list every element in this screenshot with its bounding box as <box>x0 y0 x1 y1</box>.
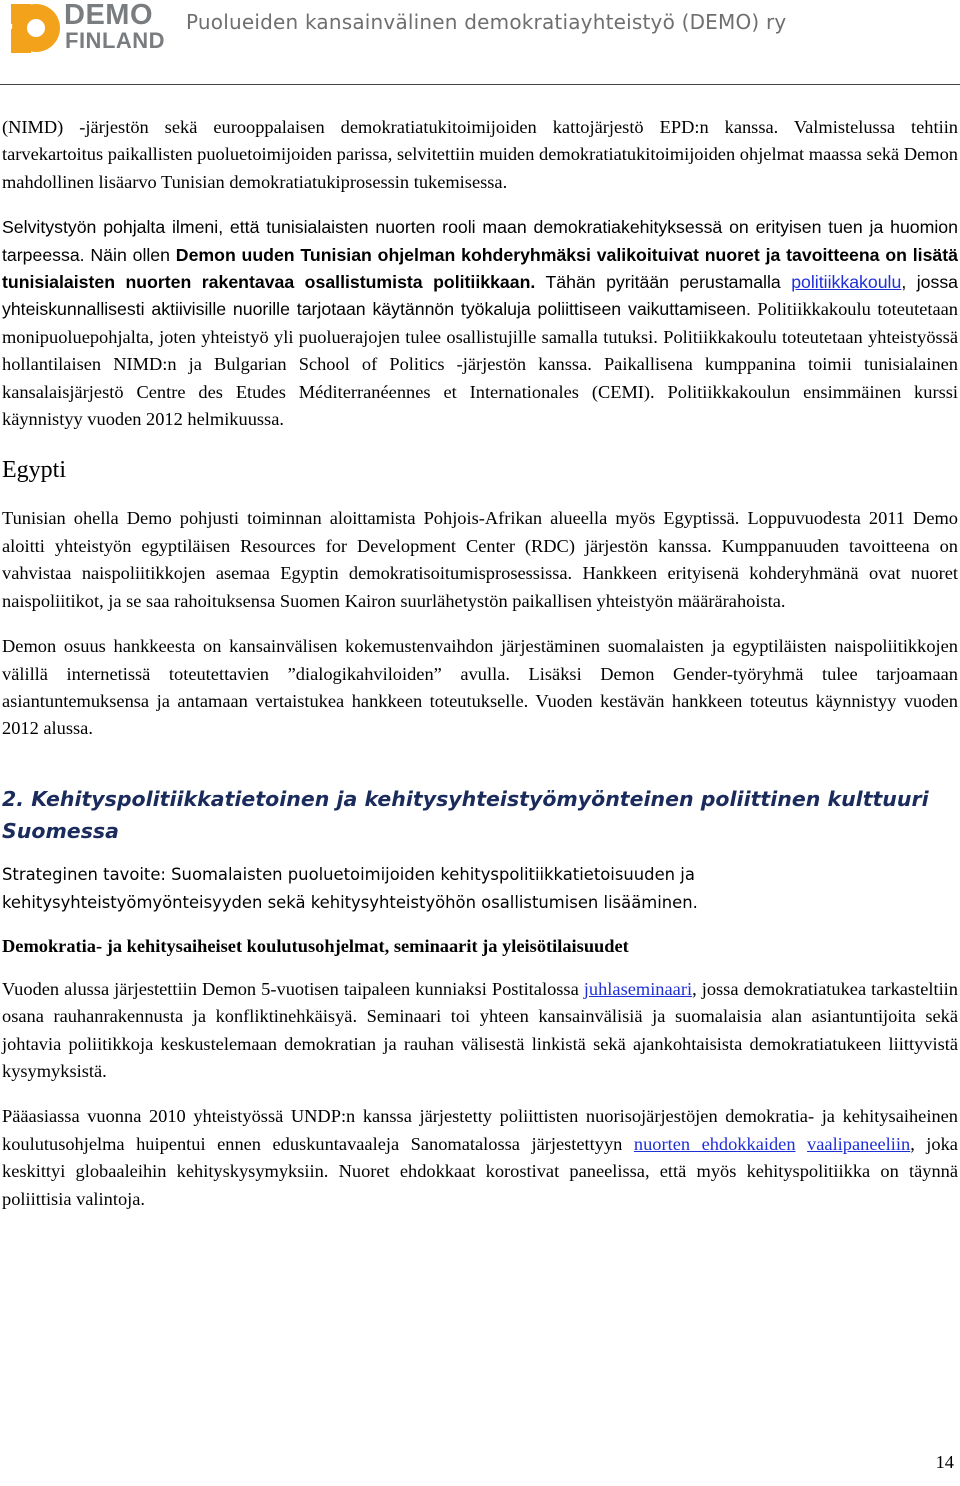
logo-word-finland: FINLAND <box>65 28 166 53</box>
document-body <box>2 114 958 1213</box>
section-heading-2: 2. Kehityspolitiikkatietoinen ja kehitysyhteistyömyönteinen poliittinen kulttuuri Suomessa <box>2 786 929 843</box>
link-politiikkakoulu[interactable]: politiikkakoulu <box>791 272 902 293</box>
paragraph-text: Pääasiassa vuonna 2010 yhteistyössä UNDP:n kanssa järjestetty poliittisten nuorisojärjestöjen demokratia- ja kehitysaiheinen koulutusohjelma huipentui ennen eduskuntavaaleja Sanomatalossa järjestettyyn <box>2 1106 958 1154</box>
page-number: 14 <box>935 1452 954 1472</box>
paragraph-text: Tähän pyritään perustamalla <box>535 272 792 293</box>
paragraph-undp <box>2 1103 958 1213</box>
bold-text: Demon uuden Tunisian ohjelman kohderyhmäksi valikoituivat nuoret ja tavoitteena on lisätä tunisialaisten nuorten rakentavaa osallistumista politiikkaan. <box>2 244 958 293</box>
page-header <box>0 0 960 60</box>
paragraph-text: , jossa demokratiatukea tarkasteltiin osana rauhanrakennusta ja konfliktinehkäisyä. Seminaari toi yhteen kansainvälisiä ja suomalaisia alan asiantuntijoita sekä johtavia poliitikkoja keskustelemaan demokratian ja rauhan välisestä linkistä sekä ajankohtaisista demokratiatukeen liittyvistä kysymyksistä. <box>2 978 958 1081</box>
paragraph-tunisia-program <box>2 214 958 433</box>
paragraph-tunisia-intro: (NIMD) -järjestön sekä eurooppalaisen demokratiatukitoimijoiden kattojärjestö EPD:n kanssa. Valmistelussa tehtiin tarvekartoitus paikallisten puoluetoimijoiden parissa, selvitettiin muiden demokratiatukitoimijoiden ohjelmat maassa sekä Demon mahdollinen lisäarvo Tunisian demokratiatukiprosessin tukemisessa. <box>2 117 958 192</box>
logo-word-demo: DEMO <box>64 0 153 31</box>
paragraph-egypt-2: Demon osuus hankkeesta on kansainvälisen kokemustenvaihdon järjestäminen suomalaisten ja egyptiläisten naispoliitikkojen välillä internetissä toteutettavien ”dialogikahviloiden” avulla. Lisäksi Demon Gender-työryhmä tulee tarjoamaan asiantuntemuksensa ja antamaan vertaistukea hankkeen toteutukselle. Vuoden kestävän hankkeen toteutus käynnistyy vuoden 2012 alussa. <box>2 636 958 739</box>
paragraph-egypt-1: Tunisian ohella Demo pohjusti toiminnan aloittamista Pohjois-Afrikan alueella myös Egyptissä. Loppuvuodesta 2011 Demo aloitti yhteistyön egyptiläisen Resources for Development Center (RDC) järjestön kanssa. Kumppanuuden tavoitteena on vahvistaa naispoliitikkojen asemaa Egyptin demokratisoitumisprosessissa. Hankkeen erityisenä kohderyhmänä ovat nuoret naispoliitikot, ja se saa rahoituksensa Suomen Kairon suurlähetystön paikallisen yhteistyön määrärahoista. <box>2 508 958 611</box>
link-nuorten-ehdokkaiden[interactable]: nuorten ehdokkaiden <box>633 1133 796 1154</box>
paragraph-text: , jossa yhteiskunnallisesti aktiivisille nuorille tarjotaan käytännön työkaluja poliittiseen vaikuttamiseen. <box>2 272 958 320</box>
paragraph-seminar <box>2 976 958 1086</box>
heading-egypt: Egypti <box>2 457 66 484</box>
demo-finland-logo <box>6 0 166 56</box>
strategic-goal: Strateginen tavoite: Suomalaisten puoluetoimijoiden kehityspolitiikkatietoisuuden ja kehitysyhteistyömyönteisyyden sekä kehitysyhteistyöhön osallistumisen lisääminen. <box>2 864 698 912</box>
header-title: Puolueiden kansainvälinen demokratiayhteistyö (DEMO) ry <box>186 10 787 34</box>
paragraph-text: Vuoden alussa järjestettiin Demon 5-vuotisen taipaleen kunniaksi Postitalossa <box>2 978 584 999</box>
link-vaalipaneeliin[interactable]: vaalipaneeliin <box>807 1133 911 1154</box>
paragraph-text: , joka keskittyi globaaleihin kehityskysymyksiin. Nuoret ehdokkaat korostivat paneelissa, että myös kehityspolitiikka on täynnä poliittisia valintoja. <box>2 1133 958 1209</box>
paragraph-text: Selvitystyön pohjalta ilmeni, että tunisialaisten nuorten rooli maan demokratiakehityksessä on erityisen tuen ja huomion tarpeessa. Näin ollen <box>2 217 958 265</box>
paragraph-text <box>796 1134 808 1154</box>
paragraph-text: Politiikkakoulu toteutetaan monipuoluepohjalta, joten yhteistyö yli puoluerajojen tulee osallistujille samalla tutuksi. Politiikkakoulu toteutetaan yhteistyössä hollantilaisen NIMD:n ja Bulgarian School of Politics -järjestön kanssa. Paikallisena kumppanina toimii tunisialainen kansalaisjärjestö Centre des Etudes Méditerranéennes et Internationales (CEMI). Politiikkakoulun ensimmäinen kurssi käynnistyy vuoden 2012 helmikuussa. <box>2 299 958 430</box>
subheading-programs: Demokratia- ja kehitysaiheiset koulutusohjelmat, seminaarit ja yleisötilaisuudet <box>2 935 629 956</box>
link-juhlaseminaari[interactable]: juhlaseminaari <box>583 978 693 999</box>
header-divider <box>0 84 960 85</box>
logo-mark-icon <box>6 2 64 56</box>
